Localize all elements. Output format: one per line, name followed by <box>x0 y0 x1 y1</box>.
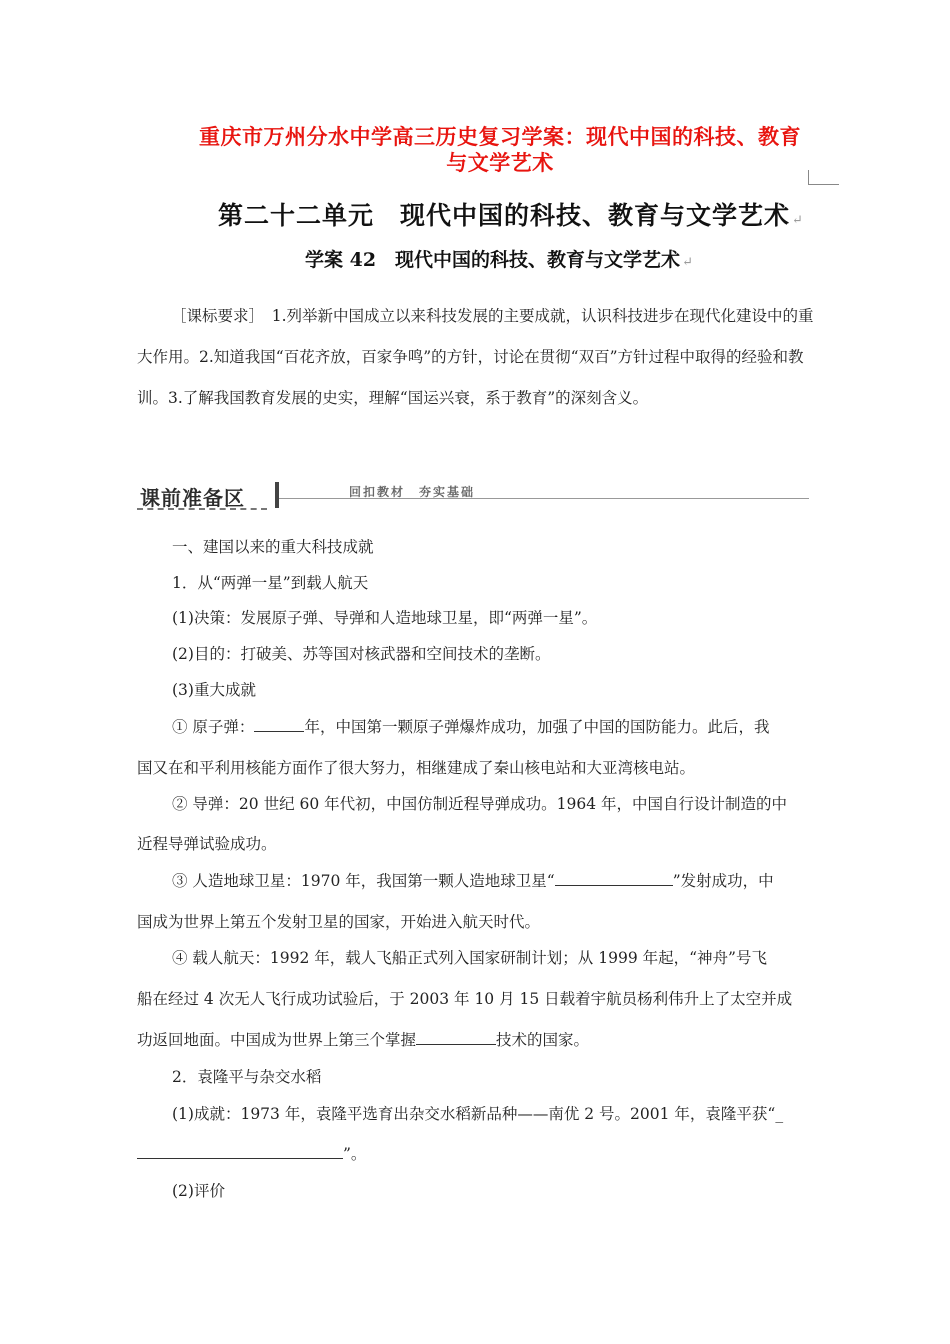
missile-item: ② 导弹：20 世纪 60 年代初，中国仿制近程导弹成功。1964 年，中国自行设计制造的中 <box>172 795 788 813</box>
list-item: (3)重大成就 <box>172 681 256 699</box>
list-item: (2)评价 <box>172 1182 225 1200</box>
subsection-heading: 2．袁隆平与杂交水稻 <box>172 1068 322 1086</box>
document-title-line1: 重庆市万州分水中学高三历史复习学案：现代中国的科技、教育 <box>199 125 801 149</box>
list-item: (1)决策：发展原子弹、导弹和人造地球卫星，即“两弹一星”。 <box>172 609 598 627</box>
document-title-line2: 与文学艺术 <box>446 151 554 175</box>
item-text: ”发射成功，中 <box>672 872 774 890</box>
item-text: 功返回地面。中国成为世界上第三个掌握 <box>137 1031 417 1049</box>
unit-title <box>218 196 804 232</box>
item-text: ”。 <box>343 1145 367 1163</box>
case-title <box>305 245 693 272</box>
rice-item: (1)成就：1973 年，袁隆平选育出杂交水稻新品种——南优 2 号。2001 年，袁隆平获“_ <box>172 1105 784 1123</box>
banner-divider-bar <box>275 482 279 508</box>
item-text: 技术的国家。 <box>496 1031 590 1049</box>
fill-blank[interactable] <box>254 717 304 732</box>
return-mark-icon: ↵ <box>792 213 804 228</box>
curriculum-requirements: ［课标要求］ 1.列举新中国成立以来科技发展的主要成就，认识科技进步在现代化建设中的重大作用。2.知道我国“百花齐放，百家争鸣”的方针，讨论在贯彻“双百”方针过程中取得的经验和教训。3.了解我国教育发展的史实，理解“国运兴衰，系于教育”的深刻含义。 <box>137 307 814 407</box>
banner-dashed-underline <box>137 508 267 510</box>
banner-label: 课前准备区 <box>140 486 245 510</box>
item-text: ③ 人造地球卫星：1970 年，我国第一颗人造地球卫星“ <box>172 872 555 890</box>
case-title-text: 学案 42 现代中国的科技、教育与文学艺术 <box>305 249 681 271</box>
fill-blank[interactable] <box>137 1144 343 1159</box>
document-title <box>160 124 840 176</box>
manned-spaceflight-item: ④ 载人航天：1992 年，载人飞船正式列入国家研制计划；从 1999 年起，“神舟”号飞 <box>172 949 767 967</box>
section-heading: 一、建国以来的重大科技成就 <box>172 538 374 556</box>
item-text: 年，中国第一颗原子弹爆炸成功，加强了中国的国防能力。此后，我 <box>304 718 770 736</box>
satellite-item <box>0 869 950 891</box>
list-item-continuation: 国又在和平利用核能方面作了很大努力，相继建成了秦山核电站和大亚湾核电站。 <box>137 759 696 777</box>
list-item: (2)目的：打破美、苏等国对核武器和空间技术的垄断。 <box>172 645 551 663</box>
page-corner-mark <box>808 170 839 185</box>
list-item-continuation <box>0 1142 950 1164</box>
list-item-continuation: 国成为世界上第五个发射卫星的国家，开始进入航天时代。 <box>137 913 541 931</box>
atom-bomb-item <box>0 715 950 737</box>
list-item-continuation: 近程导弹试验成功。 <box>137 835 277 853</box>
section-banner <box>137 480 809 512</box>
list-item-continuation: 船在经过 4 次无人飞行成功试验后，于 2003 年 10 月 15 日载着宇航员杨利伟升上了太空并成 <box>137 990 793 1008</box>
fill-blank[interactable] <box>555 871 673 886</box>
return-mark-icon: ↵ <box>682 255 693 270</box>
item-text: ① 原子弹： <box>172 718 255 736</box>
banner-subtitle: 回扣教材 夯实基础 <box>349 485 476 499</box>
unit-title-text: 第二十二单元 现代中国的科技、教育与文学艺术 <box>218 201 791 230</box>
subsection-heading: 1．从“两弹一星”到载人航天 <box>172 574 369 592</box>
list-item-continuation <box>0 1028 950 1050</box>
fill-blank[interactable] <box>416 1030 496 1045</box>
